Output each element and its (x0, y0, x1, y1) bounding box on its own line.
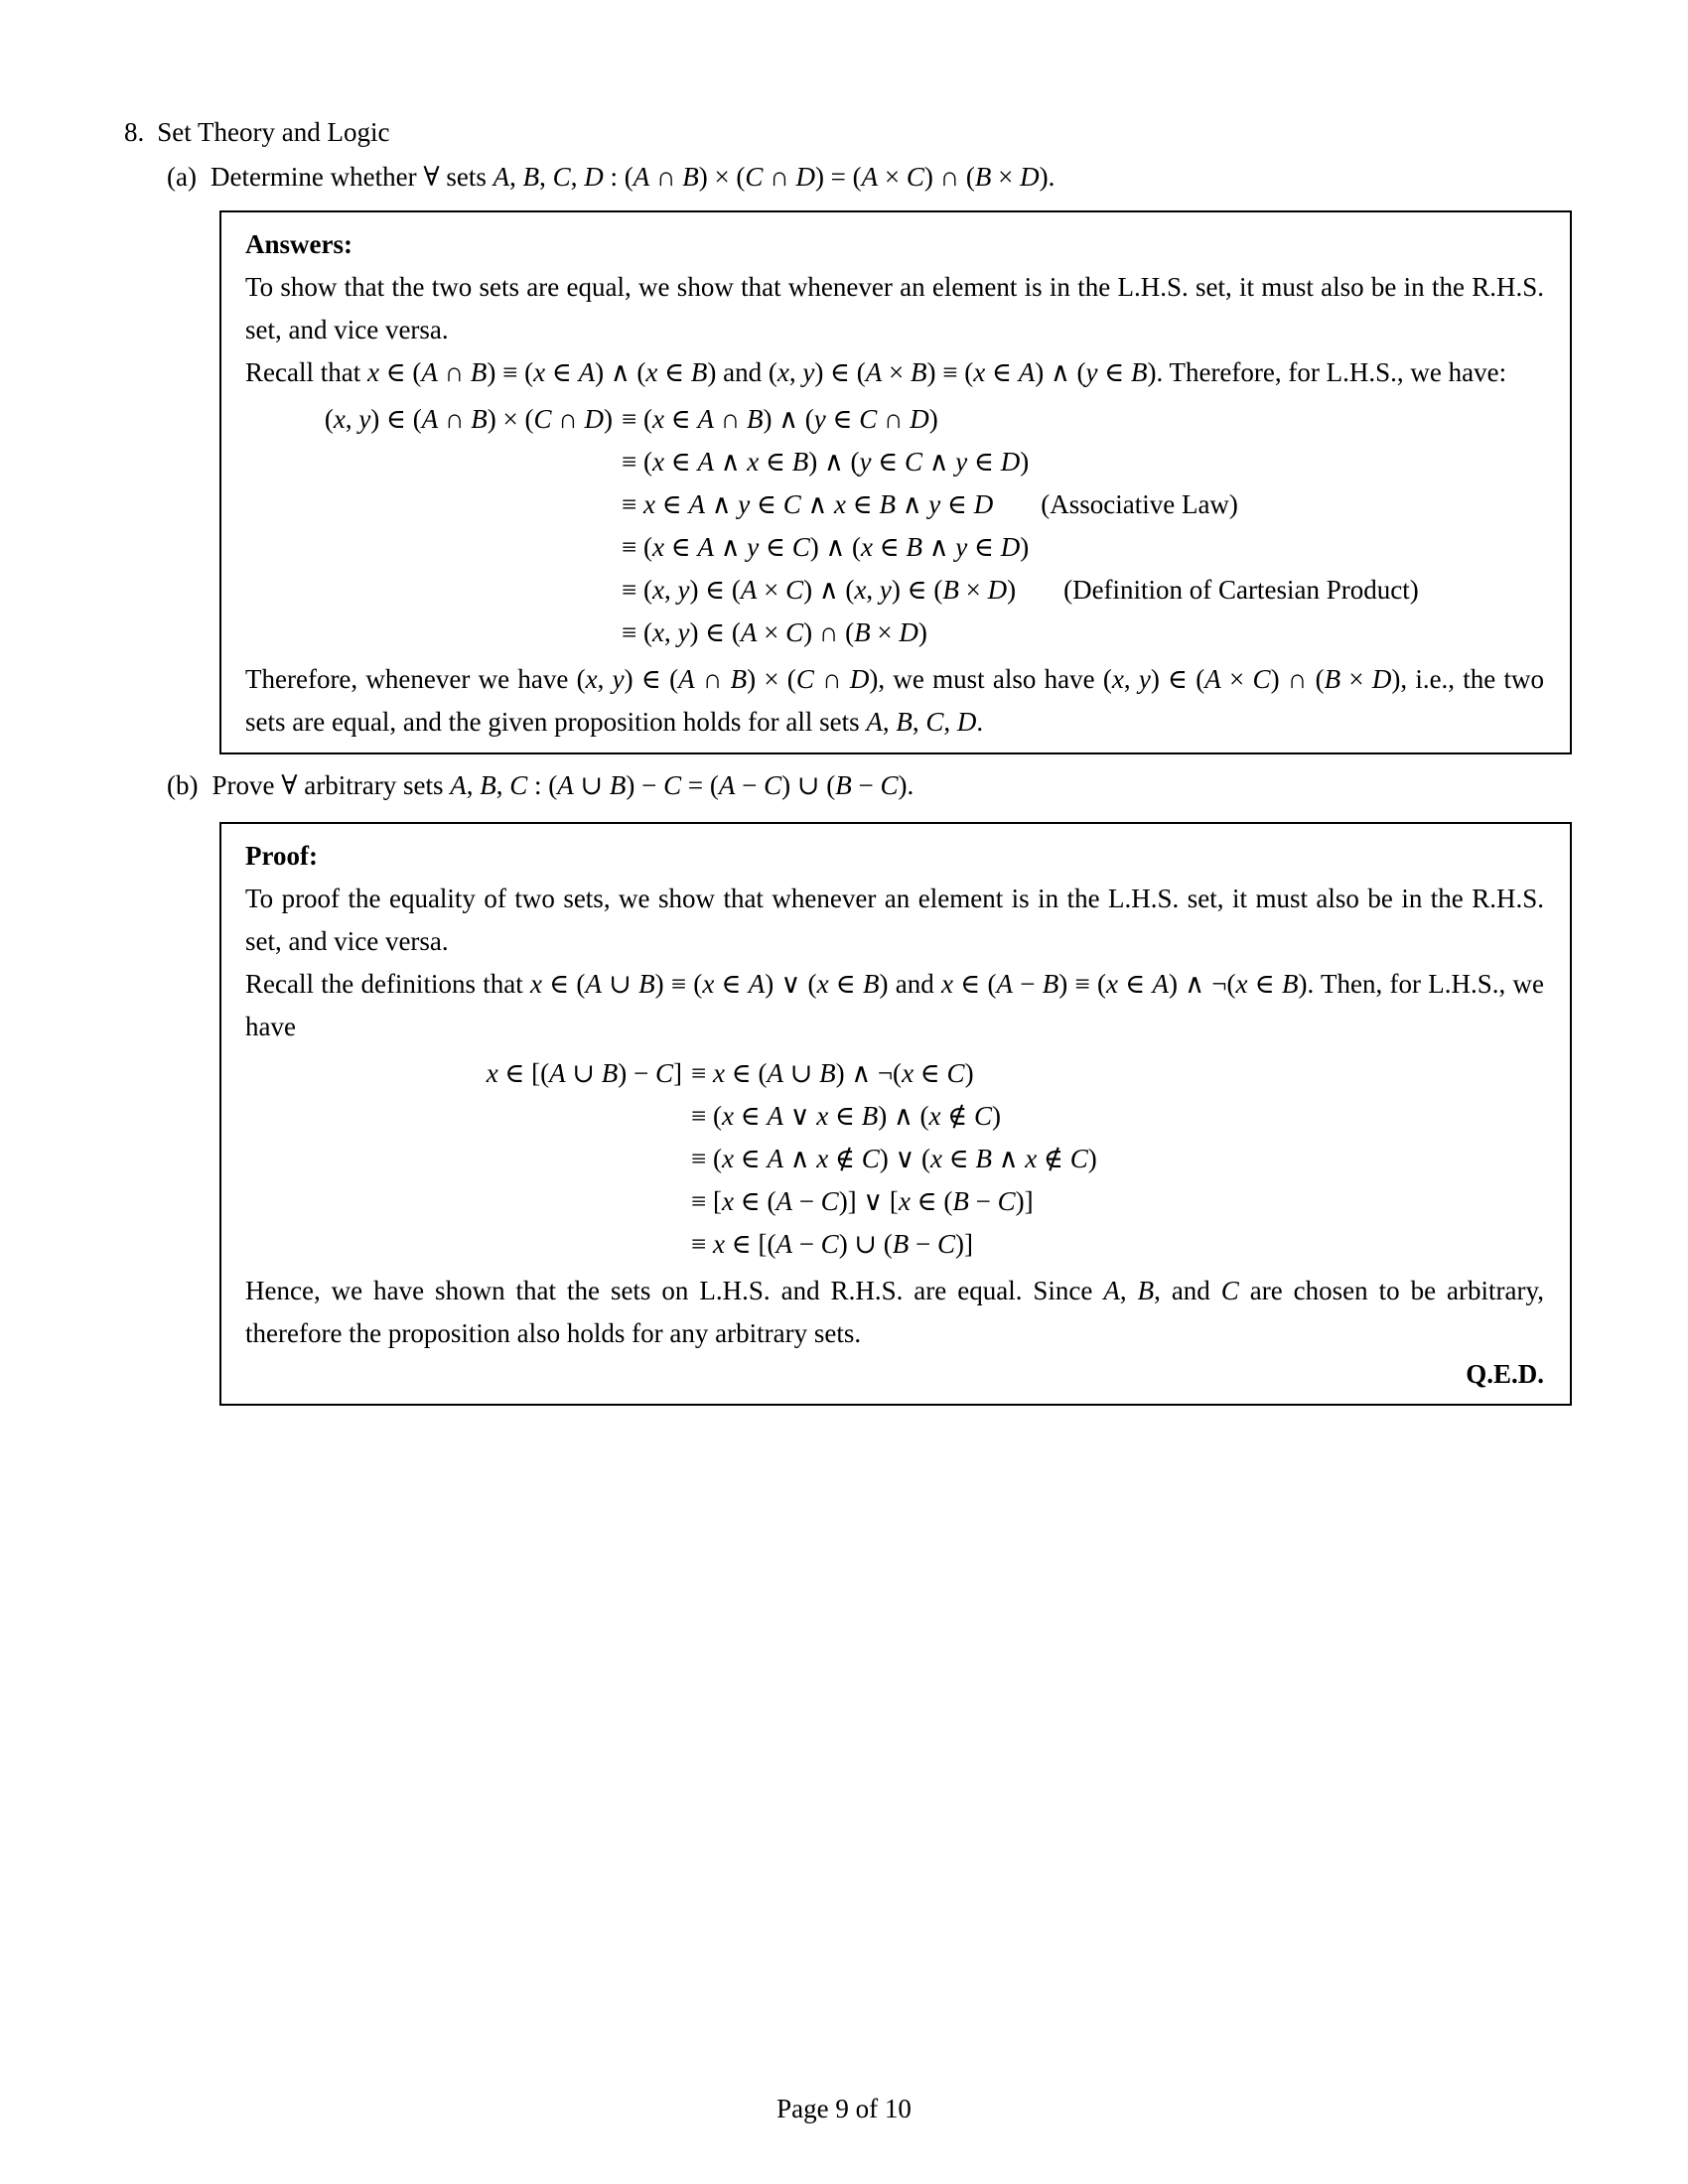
equation-row (245, 1223, 1544, 1266)
equation-row (245, 398, 1544, 441)
proof-paragraph-1: To proof the equality of two sets, we show that whenever an element is in the L.H.S. set, it must also be in the R.H.S. set, and vice versa. (245, 884, 1544, 956)
answer-box-a (219, 210, 1572, 754)
equation-lhs (245, 1095, 682, 1138)
math-expression: A, B, C, D (866, 707, 977, 737)
equation-row (245, 1052, 1544, 1095)
part-b-label: (b) (167, 770, 199, 800)
part-a-question (167, 156, 1055, 199)
equation-row (245, 1095, 1544, 1138)
math-expression: (x, y) ∈ (A × B) ≡ (x ∈ A) ∧ (y ∈ B) (768, 357, 1157, 387)
equation-rhs: ≡ (x ∈ A ∧ y ∈ C) ∧ (x ∈ B ∧ y ∈ D) (622, 532, 1030, 562)
math-expression: A, B, C (450, 770, 528, 800)
equation-rhs: ≡ (x, y) ∈ (A × C) ∩ (B × D) (622, 617, 927, 647)
qed-label: Q.E.D. (1466, 1359, 1544, 1389)
math-expression: B (1137, 1276, 1155, 1305)
equation-row (245, 441, 1544, 483)
math-expression: C (1220, 1276, 1239, 1305)
equation-block-a (245, 398, 1544, 654)
proof-paragraph-2: Recall the definitions that x ∈ (A ∪ B) ≡ (x ∈ A) ∨ (x ∈ B) and x ∈ (A − B) ≡ (x ∈ A) ∧ ¬(x ∈ B). Then, for L.H.S., we have (245, 969, 1544, 1041)
math-expression: x ∈ (A ∪ B) ≡ (x ∈ A) ∨ (x ∈ B) (529, 969, 889, 999)
equation-block-b (245, 1052, 1544, 1266)
equation-rhs: ≡ x ∈ [(A − C) ∪ (B − C)] (691, 1229, 974, 1259)
item-number: 8. (124, 117, 145, 147)
math-expression: (A ∩ B) × (C ∩ D) = (A × C) ∩ (B × D) (624, 162, 1049, 192)
math-expression: x ∈ (A ∩ B) ≡ (x ∈ A) ∧ (x ∈ B) (366, 357, 717, 387)
part-b-question (167, 764, 914, 807)
part-b-question-text: Prove ∀ arbitrary sets A, B, C : (A ∪ B) − C = (A − C) ∪ (B − C). (211, 770, 914, 800)
equation-lhs (245, 1138, 682, 1180)
equation-lhs: x ∈ [(A ∪ B) − C] (486, 1058, 682, 1088)
equation-lhs: (x, y) ∈ (A ∩ B) × (C ∩ D) (324, 404, 613, 434)
math-expression: ∀ (281, 770, 298, 800)
math-expression: (x, y) ∈ (A × C) ∩ (B × D) (1102, 664, 1401, 694)
proof-conclusion: Hence, we have shown that the sets on L.H.S. and R.H.S. are equal. Since A, B, and C are chosen to be arbitrary, therefore the proposition also holds for any arbitrary sets. (245, 1276, 1544, 1348)
answer-conclusion: Therefore, whenever we have (x, y) ∈ (A ∩ B) × (C ∩ D), we must also have (x, y) ∈ (A × C) ∩ (B × D), i.e., the two sets are equal, and the given proposition holds for all sets A, B, C, D. (245, 664, 1545, 737)
item-header (124, 111, 389, 154)
math-expression: A, B, C, D (492, 162, 604, 192)
equation-lhs (245, 483, 613, 526)
equation-row (245, 612, 1544, 654)
math-expression: ∀ (423, 162, 440, 192)
page-footer: Page 9 of 10 (776, 2094, 912, 2123)
equation-lhs (245, 1180, 682, 1223)
equation-rhs: ≡ (x ∈ A ∧ x ∉ C) ∨ (x ∈ B ∧ x ∉ C) (691, 1144, 1097, 1173)
equation-lhs (245, 612, 613, 654)
answer-paragraph-1: To show that the two sets are equal, we show that whenever an element is in the L.H.S. set, it must also be in the R.H.S. set, and vice versa. (245, 272, 1544, 344)
equation-row (245, 526, 1544, 569)
equation-lhs (245, 441, 613, 483)
equation-rhs: ≡ x ∈ A ∧ y ∈ C ∧ x ∈ B ∧ y ∈ D (622, 489, 994, 519)
proof-box-b (219, 822, 1572, 1406)
equation-row (245, 483, 1544, 526)
item-title: Set Theory and Logic (157, 117, 390, 147)
answer-paragraph-2: Recall that x ∈ (A ∩ B) ≡ (x ∈ A) ∧ (x ∈ B) and (x, y) ∈ (A × B) ≡ (x ∈ A) ∧ (y ∈ B). Therefore, for L.H.S., we have: (245, 357, 1507, 387)
equation-rhs: ≡ (x, y) ∈ (A × C) ∧ (x, y) ∈ (B × D) (622, 575, 1017, 605)
equation-lhs (245, 526, 613, 569)
equation-note: (Definition of Cartesian Product) (1063, 575, 1419, 605)
answers-heading: Answers: (245, 229, 352, 259)
equation-rhs: ≡ (x ∈ A ∨ x ∈ B) ∧ (x ∉ C) (691, 1101, 1001, 1131)
math-expression: A (1103, 1276, 1120, 1305)
equation-row (245, 1180, 1544, 1223)
math-expression: (x, y) ∈ (A ∩ B) × (C ∩ D) (576, 664, 879, 694)
equation-lhs (245, 569, 613, 612)
math-expression: (A ∪ B) − C = (A − C) ∪ (B − C) (548, 770, 908, 800)
equation-rhs: ≡ x ∈ (A ∪ B) ∧ ¬(x ∈ C) (691, 1058, 974, 1088)
proof-heading: Proof: (245, 841, 318, 871)
math-expression: x ∈ (A − B) ≡ (x ∈ A) ∧ ¬(x ∈ B) (941, 969, 1308, 999)
equation-row (245, 569, 1544, 612)
equation-rhs: ≡ [x ∈ (A − C)] ∨ [x ∈ (B − C)] (691, 1186, 1034, 1216)
part-a-question-text: Determine whether ∀ sets A, B, C, D : (A ∩ B) × (C ∩ D) = (A × C) ∩ (B × D). (210, 162, 1055, 192)
equation-rhs: ≡ (x ∈ A ∧ x ∈ B) ∧ (y ∈ C ∧ y ∈ D) (622, 447, 1030, 477)
part-a-label: (a) (167, 162, 197, 192)
equation-rhs: ≡ (x ∈ A ∩ B) ∧ (y ∈ C ∩ D) (622, 404, 938, 434)
equation-row (245, 1138, 1544, 1180)
equation-note: (Associative Law) (1041, 489, 1238, 519)
equation-lhs (245, 1223, 682, 1266)
